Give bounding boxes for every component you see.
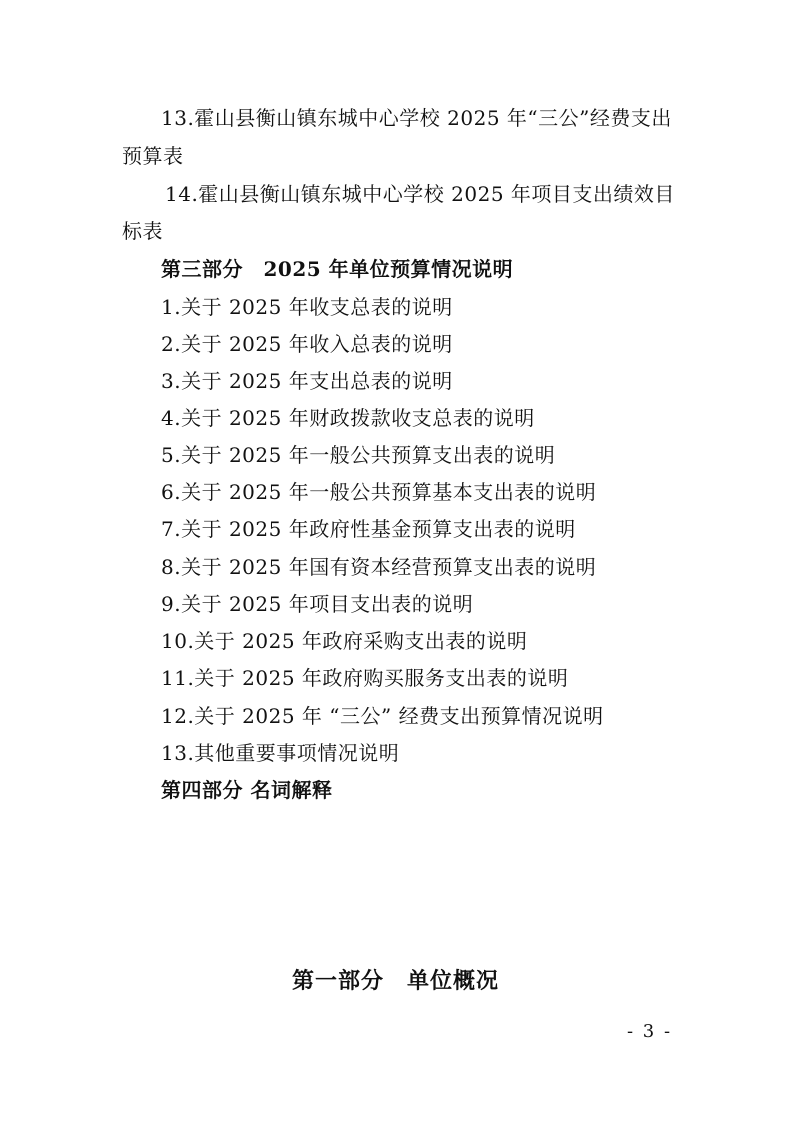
toc-part3-item-13: 13.其他重要事项情况说明 — [161, 741, 400, 765]
part-4-heading: 第四部分 名词解释 — [161, 778, 333, 802]
toc-part3-item-2: 2.关于 2025 年收入总表的说明 — [161, 332, 453, 356]
toc-part3-item-1: 1.关于 2025 年收支总表的说明 — [161, 295, 453, 319]
toc-part3-item-11: 11.关于 2025 年政府购买服务支出表的说明 — [161, 666, 569, 690]
toc-part3-item-3: 3.关于 2025 年支出总表的说明 — [161, 369, 453, 393]
toc-part3-item-4: 4.关于 2025 年财政拨款收支总表的说明 — [161, 406, 535, 430]
toc-part3-item-7: 7.关于 2025 年政府性基金预算支出表的说明 — [161, 517, 576, 541]
toc-part3-item-12: 12.关于 2025 年 “三公” 经费支出预算情况说明 — [161, 704, 604, 728]
toc-item-13-line-2: 预算表 — [122, 144, 184, 168]
toc-part3-item-8: 8.关于 2025 年国有资本经营预算支出表的说明 — [161, 555, 597, 579]
toc-part3-item-6: 6.关于 2025 年一般公共预算基本支出表的说明 — [161, 480, 597, 504]
section-title: 第一部分 单位概况 — [292, 968, 500, 994]
part-3-heading: 第三部分 2025 年单位预算情况说明 — [161, 257, 514, 281]
toc-part3-item-9: 9.关于 2025 年项目支出表的说明 — [161, 592, 474, 616]
toc-item-13-line-1: 13.霍山县衡山镇东城中心学校 2025 年“三公”经费支出 — [161, 106, 672, 130]
page-number: - 3 - — [627, 1021, 673, 1042]
toc-part3-item-10: 10.关于 2025 年政府采购支出表的说明 — [161, 629, 528, 653]
toc-item-14-line-1: 14.霍山县衡山镇东城中心学校 2025 年项目支出绩效目 — [165, 182, 675, 206]
toc-item-14-line-2: 标表 — [122, 219, 163, 243]
toc-part3-item-5: 5.关于 2025 年一般公共预算支出表的说明 — [161, 443, 556, 467]
